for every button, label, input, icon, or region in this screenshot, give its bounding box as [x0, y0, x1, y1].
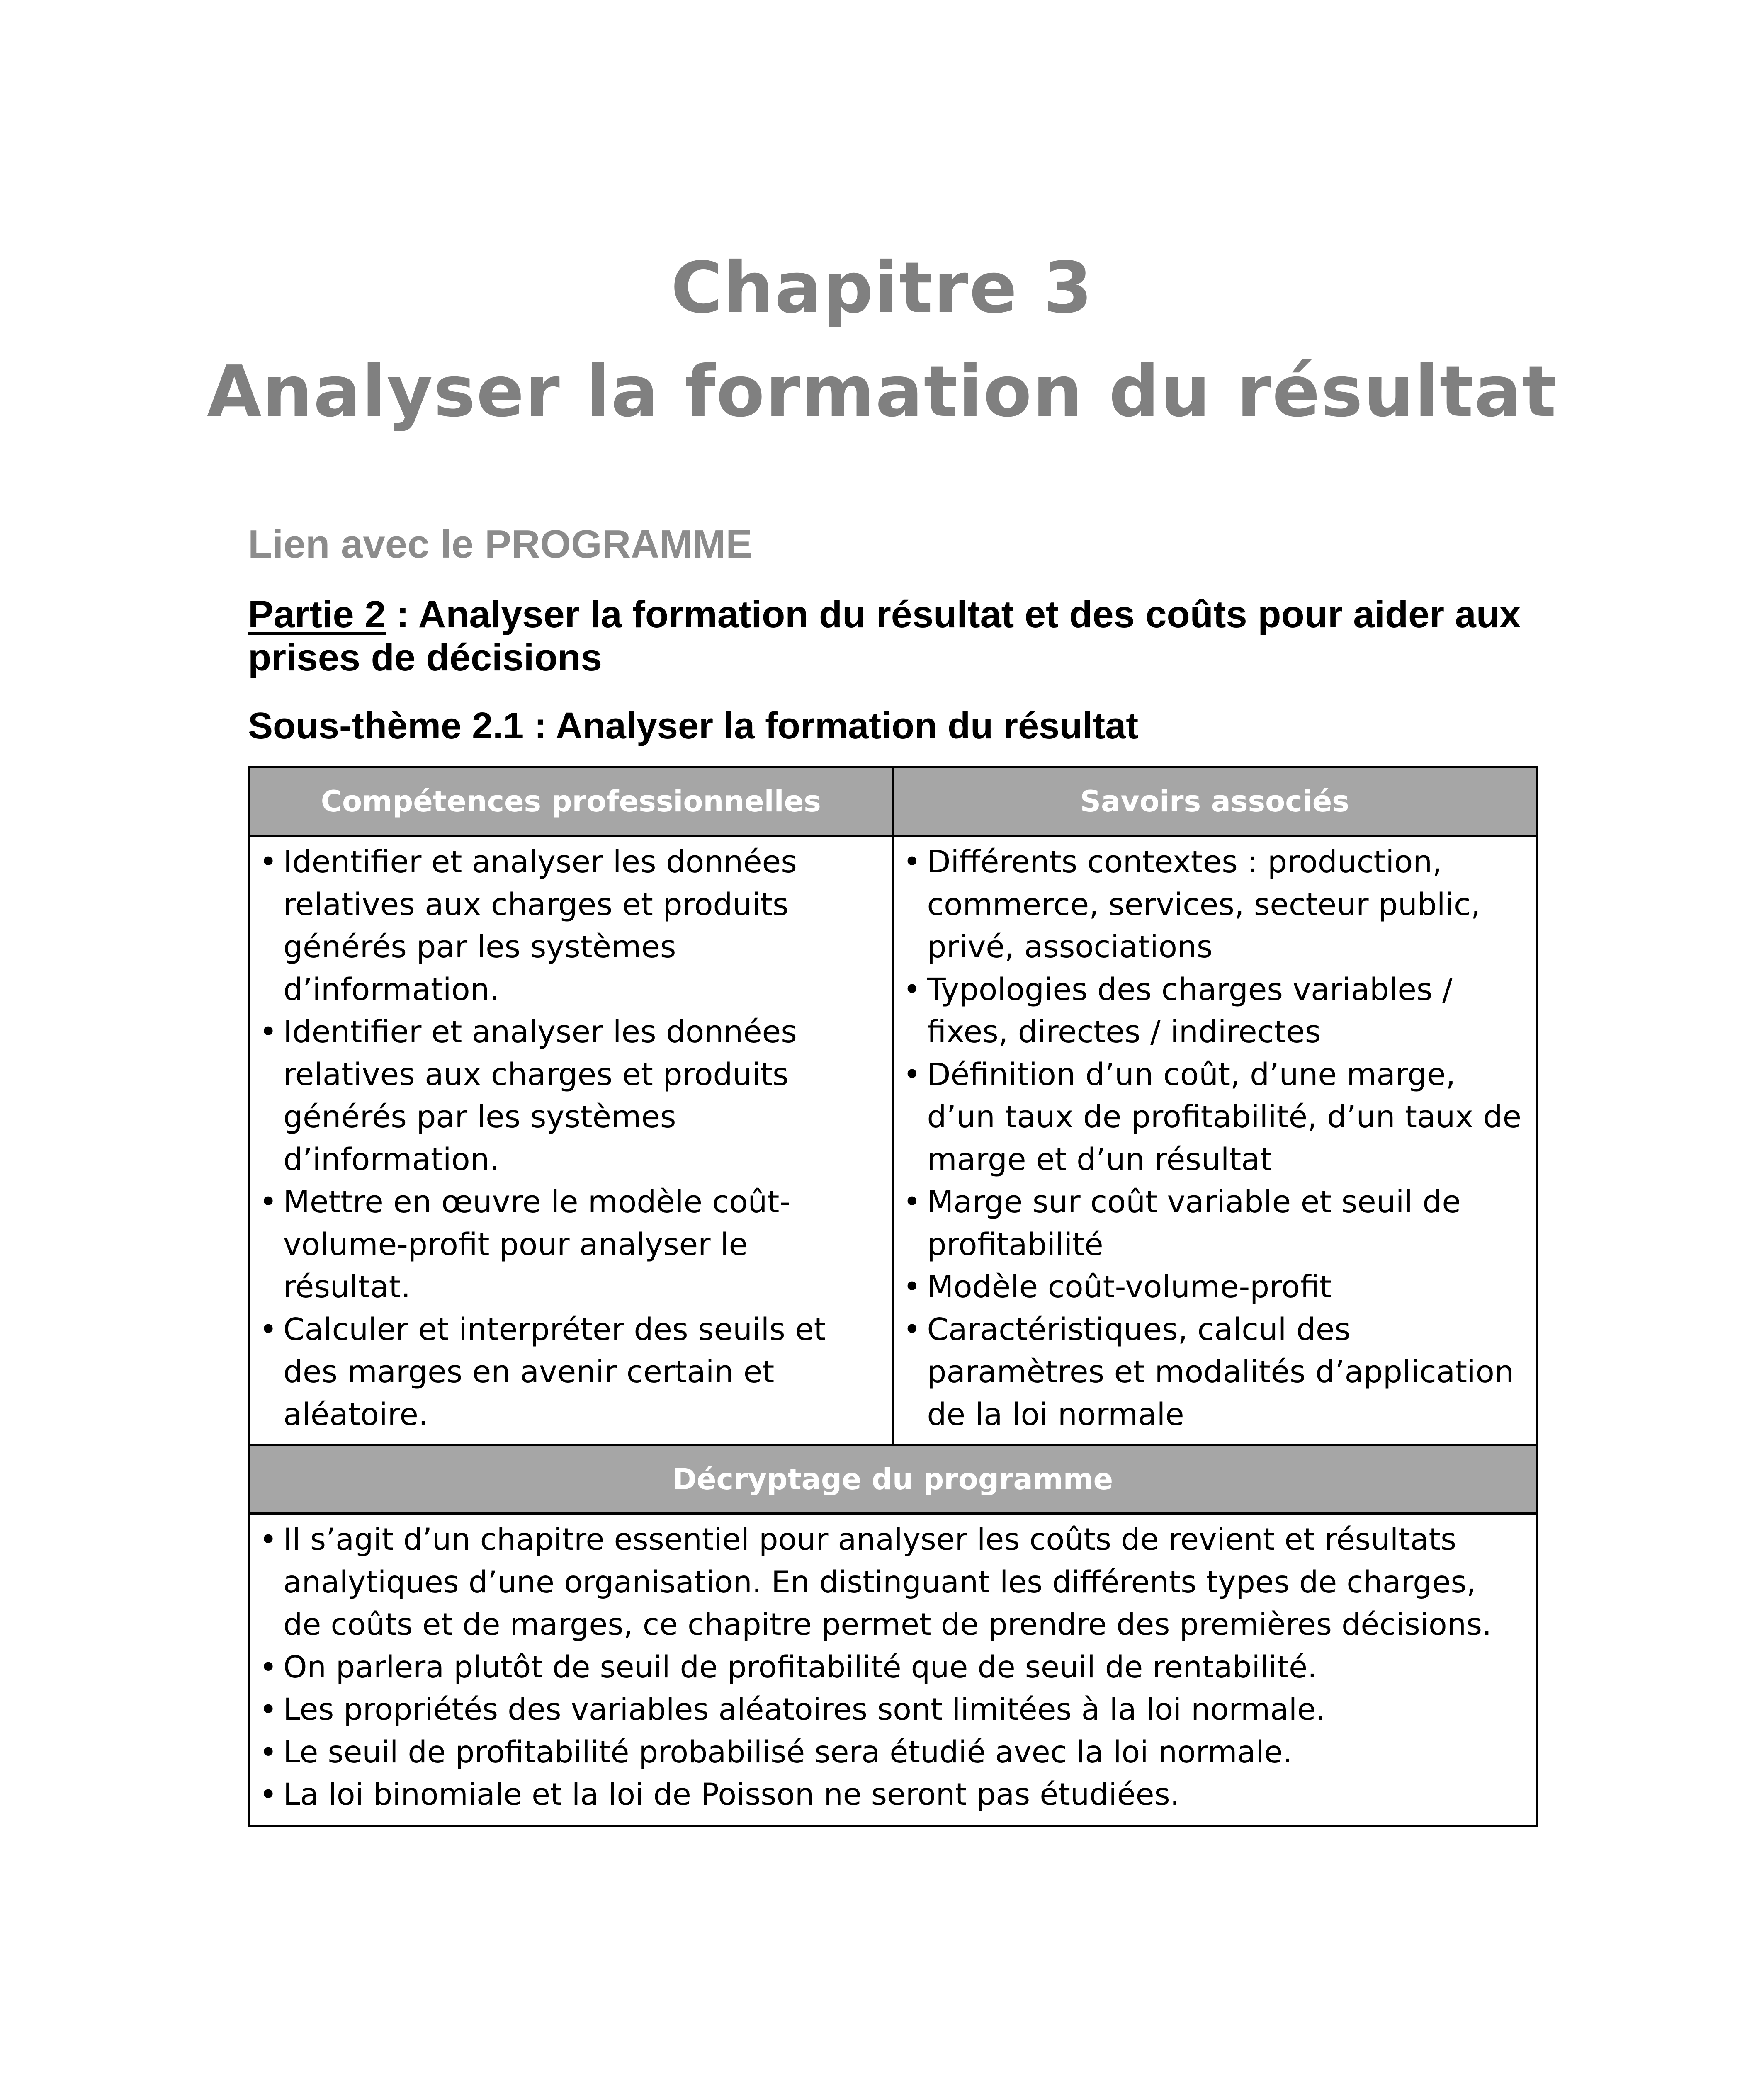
list-item: • Identifier et analyser les données relatives aux charges et produits générés par les systèmes d’information. — [259, 1011, 880, 1181]
savoirs-list — [894, 837, 1536, 1444]
decryptage-cell — [249, 1514, 1537, 1826]
competences-list — [250, 837, 892, 1444]
list-item: • Identifier et analyser les données relatives aux charges et produits générés par les systèmes d’information. — [259, 841, 880, 1011]
table-row — [249, 836, 1537, 1445]
decryptage-header-row — [249, 1445, 1537, 1514]
savoirs-cell — [893, 836, 1537, 1445]
list-item: • Mettre en œuvre le modèle coût-volume-profit pour analyser le résultat. — [259, 1181, 880, 1308]
part-heading — [248, 593, 1550, 679]
chapter-title: Analyser la formation du résultat — [207, 351, 1557, 433]
part-text: : Analyser la formation du résultat et des coûts pour aider aux prises de décisions — [248, 593, 1521, 679]
programme-link-heading: Lien avec le PROGRAMME — [248, 522, 753, 566]
list-item: • Le seuil de profitabilité probabilisé sera étudié avec la loi normale. — [259, 1731, 1523, 1774]
list-item: • Caractéristiques, calcul des paramètres et modalités d’application de la loi normale — [903, 1308, 1523, 1436]
header-decryptage: Décryptage du programme — [249, 1445, 1537, 1514]
list-item: • La loi binomiale et la loi de Poisson ne seront pas étudiées. — [259, 1774, 1523, 1816]
programme-table — [248, 766, 1538, 1827]
header-savoirs: Savoirs associés — [893, 767, 1537, 836]
decryptage-row — [249, 1514, 1537, 1826]
header-competences: Compétences professionnelles — [249, 767, 893, 836]
table-header-row — [249, 767, 1537, 836]
list-item: • Typologies des charges variables / fixes, directes / indirectes — [903, 969, 1523, 1053]
decryptage-list — [250, 1515, 1536, 1825]
subtheme-heading: Sous-thème 2.1 : Analyser la formation du résultat — [248, 705, 1139, 747]
list-item: • Les propriétés des variables aléatoires sont limitées à la loi normale. — [259, 1689, 1523, 1731]
chapter-number: Chapitre 3 — [671, 247, 1093, 329]
list-item: • Définition d’un coût, d’une marge, d’un taux de profitabilité, d’un taux de marge et d’un résultat — [903, 1053, 1523, 1181]
list-item: • Modèle coût-volume-profit — [903, 1266, 1523, 1308]
list-item: • Marge sur coût variable et seuil de profitabilité — [903, 1181, 1523, 1266]
list-item: • Il s’agit d’un chapitre essentiel pour analyser les coûts de revient et résultats analytiques d’une organisation. En distinguant les différents types de charges, de coûts et de marges, ce chapitre permet de prendre des premières décisions. — [259, 1519, 1523, 1646]
list-item: • Différents contextes : production, commerce, services, secteur public, privé, associations — [903, 841, 1523, 969]
part-label: Partie 2 — [248, 593, 386, 636]
list-item: • On parlera plutôt de seuil de profitabilité que de seuil de rentabilité. — [259, 1646, 1523, 1689]
competences-cell — [249, 836, 893, 1445]
list-item: • Calculer et interpréter des seuils et des marges en avenir certain et aléatoire. — [259, 1308, 880, 1436]
